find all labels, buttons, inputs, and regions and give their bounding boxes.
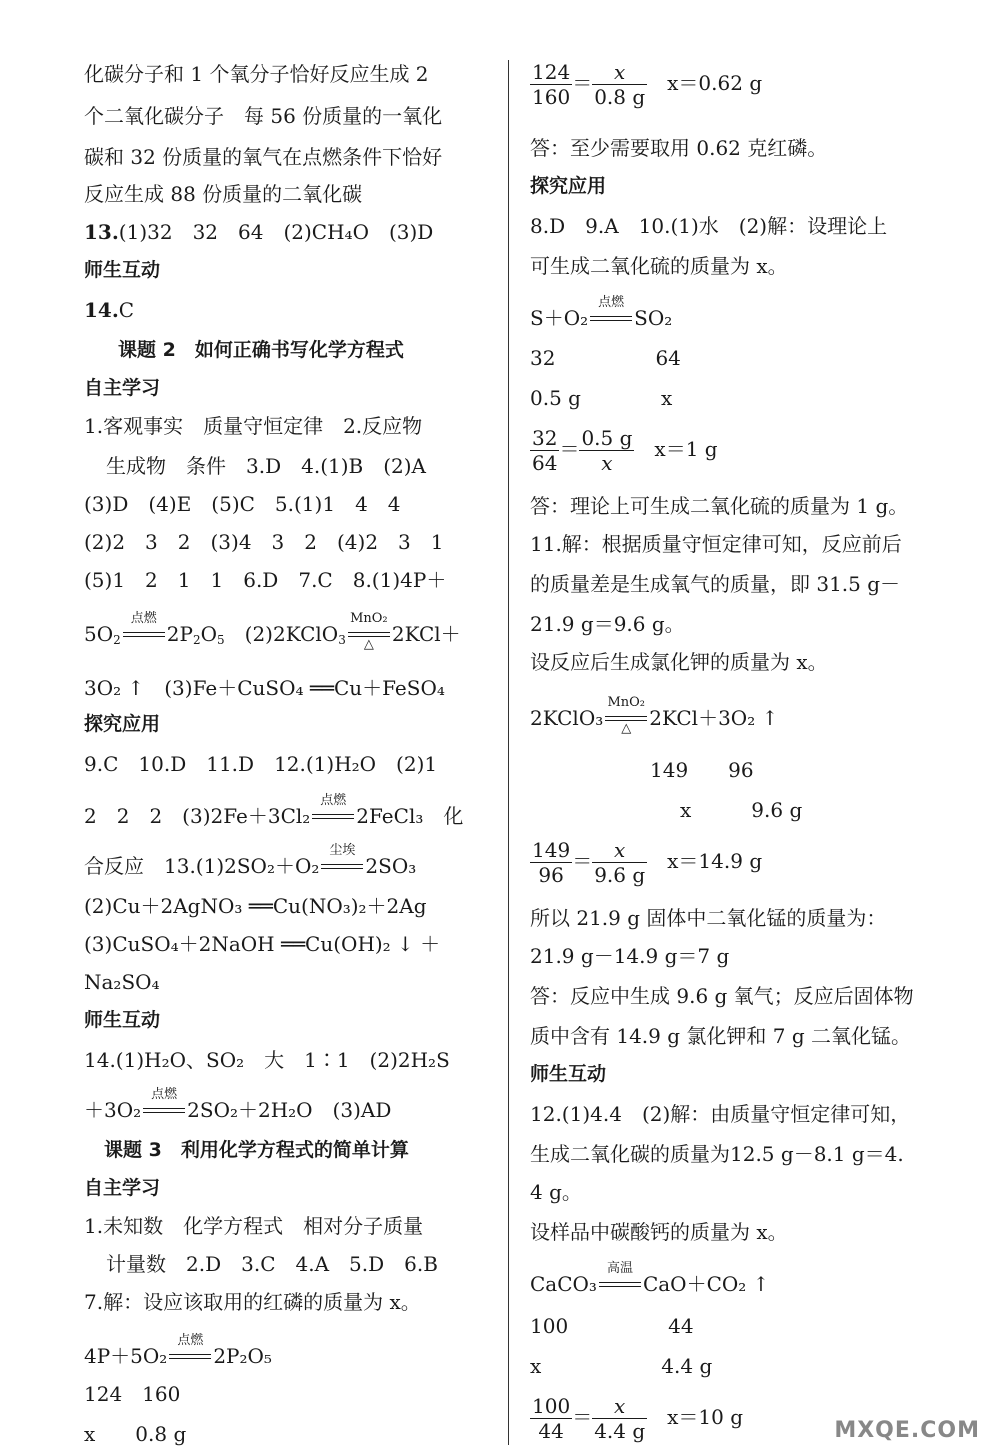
section-heading: 自主学习 xyxy=(84,1177,161,1199)
text-line: 21.9 g－14.9 g＝7 g xyxy=(530,944,730,968)
reaction-condition: 点燃 xyxy=(310,808,356,828)
text-line: 计量数 2.D 3.C 4.A 5.D 6.B xyxy=(106,1252,438,1276)
text-line: Na₂SO₄ xyxy=(84,970,160,994)
text-line: 可生成二氧化硫的质量为 x。 xyxy=(530,254,788,278)
reaction-condition: 点燃 xyxy=(167,1348,213,1368)
text-line: (5)1 2 1 1 6.D 7.C 8.(1)4P＋ xyxy=(84,568,447,592)
text-line: 生成二氧化碳的质量为12.5 g－8.1 g＝4. xyxy=(530,1142,904,1166)
text-line: 个二氧化碳分子 每 56 份质量的一氧化 xyxy=(84,104,443,128)
equation-line: 4P＋5O₂ 点燃 2P₂O₅ xyxy=(84,1332,272,1368)
equation-line: 合反应 13.(1)2SO₂＋O₂ 尘埃 2SO₃ xyxy=(84,842,417,878)
text-line: (2)Cu＋2AgNO₃ ══Cu(NO₃)₂＋2Ag xyxy=(84,894,427,918)
equation-line: ＋3O₂ 点燃 2SO₂＋2H₂O (3)AD xyxy=(84,1086,392,1122)
text-line: 0.5 g x xyxy=(530,386,673,410)
reaction-condition: 点燃 xyxy=(588,310,634,330)
text-line: 7.解：设应该取用的红磷的质量为 x。 xyxy=(84,1290,421,1314)
text-line: 所以 21.9 g 固体中二氧化锰的质量为： xyxy=(530,906,887,930)
text-line: 的质量差是生成氧气的质量，即 31.5 g－ xyxy=(530,572,901,596)
text-line: 12.(1)4.4 (2)解：由质量守恒定律可知， xyxy=(530,1102,911,1126)
text-line: 149 96 xyxy=(650,758,754,782)
section-heading: 师生互动 xyxy=(84,1009,161,1031)
column-divider xyxy=(508,60,509,1445)
section-heading: 自主学习 xyxy=(84,377,161,399)
section-heading: 师生互动 xyxy=(84,259,161,281)
text-line: 100 44 xyxy=(530,1314,694,1338)
watermark-logo: MXQE.COM xyxy=(834,1418,980,1443)
text-line: 11.解：根据质量守恒定律可知，反应前后 xyxy=(530,532,902,556)
equation-line: 2 2 2 (3)2Fe＋3Cl₂ 点燃 2FeCl₃ 化 xyxy=(84,792,464,828)
text-line: 反应生成 88 份质量的二氧化碳 xyxy=(84,182,363,206)
equation-line: S＋O₂ 点燃 SO₂ xyxy=(530,294,673,330)
text-line: (3)CuSO₄＋2NaOH ══Cu(OH)₂ ↓ ＋ xyxy=(84,932,441,956)
reaction-condition: 点燃 xyxy=(121,626,167,646)
text-line: 14.(1)H₂O、SO₂ 大 1∶1 (2)2H₂S xyxy=(84,1048,450,1072)
text-line: 设样品中碳酸钙的质量为 x。 xyxy=(530,1220,788,1244)
answer-14: 14.C xyxy=(84,298,135,322)
proportion-line: $\frac{124}{160}$ ＝ $\frac{x}{0.8 g}$ x＝0.62 g xyxy=(532,60,763,109)
text-line: 碳和 32 份质量的氧气在点燃条件下恰好 xyxy=(84,145,443,169)
text-line: 设反应后生成氯化钾的质量为 x。 xyxy=(530,650,828,674)
text-line: 3O₂ ↑ (3)Fe＋CuSO₄ ══Cu＋FeSO₄ xyxy=(84,676,445,700)
text-line: 9.C 10.D 11.D 12.(1)H₂O (2)1 xyxy=(84,752,438,776)
text-line: 生成物 条件 3.D 4.(1)B (2)A xyxy=(106,454,426,478)
lesson-title: 课题 2 如何正确书写化学方程式 xyxy=(118,339,404,361)
text-line: x 0.8 g xyxy=(84,1422,187,1446)
text-line: 化碳分子和 1 个氧分子恰好反应生成 2 xyxy=(84,62,429,86)
lesson-title: 课题 3 利用化学方程式的简单计算 xyxy=(104,1139,409,1161)
equation-line: CaCO₃ 高温 CaO＋CO₂ ↑ xyxy=(530,1260,770,1296)
text-line: 答：理论上可生成二氧化硫的质量为 1 g。 xyxy=(530,494,909,518)
proportion-line: $\frac{100}{44}$ ＝ $\frac{x}{4.4 g}$ x＝10 g xyxy=(532,1394,744,1443)
text-line: 答：至少需要取用 0.62 克红磷。 xyxy=(530,136,828,160)
text-line: 1.未知数 化学方程式 相对分子质量 xyxy=(84,1214,424,1238)
text-line: 124 160 xyxy=(84,1382,181,1406)
text-line: x 4.4 g xyxy=(530,1354,713,1378)
text-line: 32 64 xyxy=(530,346,681,370)
reaction-condition: MnO₂ △ xyxy=(346,626,392,646)
reaction-condition: 尘埃 xyxy=(319,858,365,878)
proportion-line: $\frac{149}{96}$ ＝ $\frac{x}{9.6 g}$ x＝14.9 g xyxy=(532,838,763,887)
text-line: 21.9 g＝9.6 g。 xyxy=(530,612,685,636)
section-heading: 探究应用 xyxy=(84,713,161,735)
text-line: x 9.6 g xyxy=(680,798,803,822)
reaction-condition: MnO₂ △ xyxy=(603,710,649,730)
text-line: 4 g。 xyxy=(530,1180,582,1204)
equation-line: $5O_2$ 点燃 $2P_2O_5$ (2)2KClO$_3$ MnO₂ △ 2KCl＋ xyxy=(84,610,461,652)
proportion-line: $\frac{32}{64}$ ＝ $\frac{0.5 g}{x}$ x＝1 g xyxy=(532,426,718,475)
text-line: 质中含有 14.9 g 氯化钾和 7 g 二氧化锰。 xyxy=(530,1024,912,1048)
text-line: (3)D (4)E (5)C 5.(1)1 4 4 xyxy=(84,492,401,516)
section-heading: 探究应用 xyxy=(530,175,607,197)
reaction-condition: 点燃 xyxy=(141,1102,187,1122)
text-line: (2)2 3 2 (3)4 3 2 (4)2 3 1 xyxy=(84,530,444,554)
answer-13: 13.(1)32 32 64 (2)CH₄O (3)D xyxy=(84,220,434,244)
equation-line: 2KClO₃ MnO₂ △ 2KCl＋3O₂ ↑ xyxy=(530,694,779,736)
section-heading: 师生互动 xyxy=(530,1063,607,1085)
text-line: 8.D 9.A 10.(1)水 (2)解：设理论上 xyxy=(530,214,888,238)
text-line: 答：反应中生成 9.6 g 氧气；反应后固体物 xyxy=(530,984,914,1008)
reaction-condition: 高温 xyxy=(597,1276,643,1296)
text-line: 1.客观事实 质量守恒定律 2.反应物 xyxy=(84,414,423,438)
